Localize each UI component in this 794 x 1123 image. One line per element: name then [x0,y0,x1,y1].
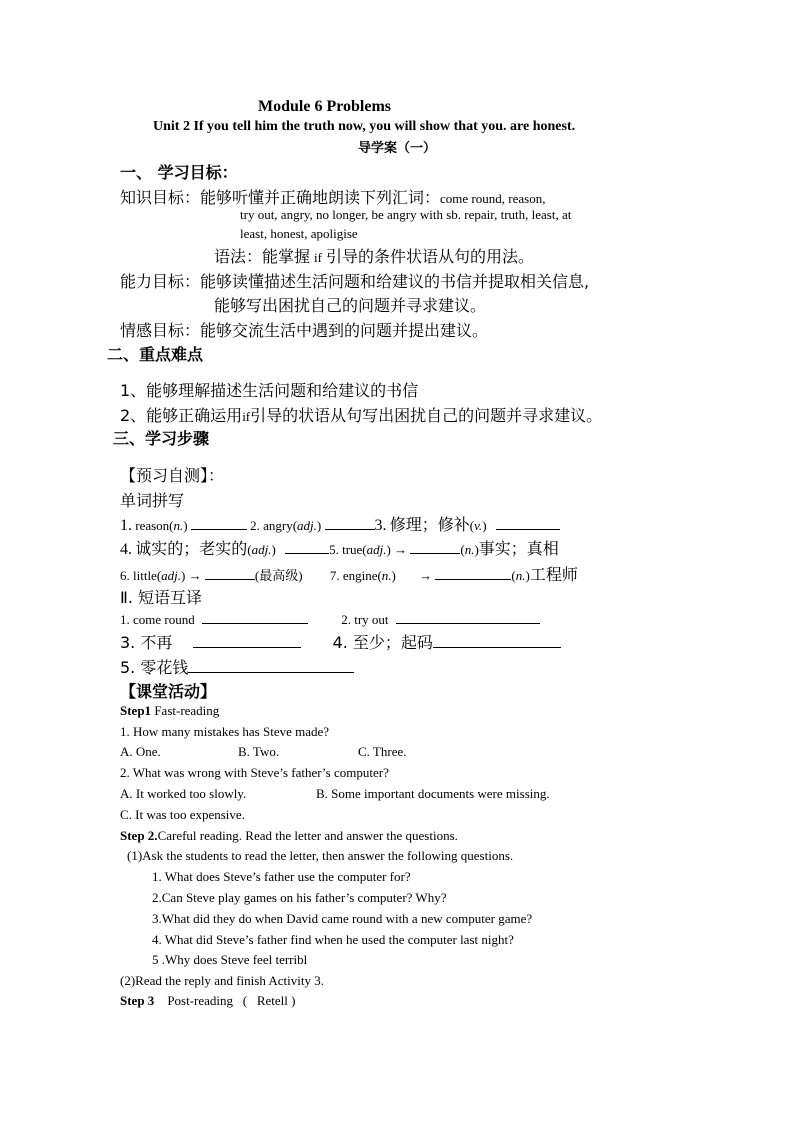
step2-question-3: 3.What did they do when David came round with a new computer game? [152,911,533,926]
step1-label: Step1 [120,703,152,718]
step1-text: Fast-reading [151,703,220,718]
knowledge-label: 知识目标： [120,188,201,207]
w6-pos: adj. [161,568,182,583]
p3: 不再 [140,633,173,652]
w1-end: ) [183,518,188,533]
p4-num: 4. [332,633,348,652]
w6-end: ) → [181,568,202,583]
w7-cn: 工程师 [529,565,578,584]
p1-blank[interactable] [202,609,308,624]
w6-blank[interactable] [205,565,255,580]
q1-option-a: A. One. [120,744,161,759]
w4-num: 4. [120,541,132,558]
w5-pos: adj. [366,542,387,557]
q1-option-c: C. Three. [358,744,407,759]
q2-options [120,786,550,802]
step2-label: Step 2. [120,828,158,843]
steps-heading: 三、学习步骤 [113,429,210,448]
q1-option-b: B. Two. [238,744,280,759]
module-title: Module 6 Problems [258,98,392,115]
step2-sub-1: (1)Ask the students to read the letter, then answer the following questions. [127,848,514,863]
w3-blank[interactable] [496,515,560,530]
w1-blank[interactable] [191,515,247,530]
step2-question-1: 1. What does Steve’s father use the computer for? [152,869,411,884]
grammar-objective [214,244,534,267]
w4: 诚实的；老实的 [135,539,248,558]
w7-pos2: n. [515,568,526,583]
emotion-label: 情感目标： [120,321,201,340]
p3-blank[interactable] [193,633,301,648]
w4-blank[interactable] [285,539,329,554]
ability-text-2: 能够写出困扰自己的问题并寻求建议。 [214,296,487,315]
q2-option-c: C. It was too expensive. [120,807,245,822]
w1-pos: n. [173,518,184,533]
objectives-heading: 一、 学习目标： [120,163,238,182]
step2-sub-2: (2)Read the reply and finish Activity 3. [120,973,324,988]
w2: 2. angry( [250,518,298,533]
step1-line [120,703,219,719]
step3-line [120,993,295,1009]
vocab-line-2: try out, angry, no longer, be angry with sb. repair, truth, least, at [240,207,572,222]
w7-arrow: → [419,568,433,583]
w3: 修理；修补 [389,515,470,534]
q2-question: 2. What was wrong with Steve’s father’s computer? [120,765,389,780]
phrase-row-3 [120,655,354,678]
w7-end: ) [391,568,396,583]
w5-blank[interactable] [410,539,460,554]
phrase-heading: Ⅱ. 短语互译 [120,588,203,607]
word-row-3: 6. little(adj.) → (最高级) 7. engine(n.) → (n.)工程师 [120,565,578,584]
key-point-2-b: 引导的状语从句写出困扰自己的问题并寻求建议。 [250,406,603,425]
p5: 零花钱 [140,658,189,677]
w3-pos: v. [474,518,483,533]
key-points-heading: 二、重点难点 [107,345,204,364]
grammar-text-b: 引导的条件状语从句的用法。 [325,247,534,266]
w1-num: 1. [120,517,132,534]
q1-options [120,744,407,760]
step2-line [120,828,458,844]
p2-blank[interactable] [396,609,540,624]
phrase-row-1 [120,609,540,628]
step2-question-4: 4. What did Steve’s father find when he used the computer last night? [152,932,514,947]
w5: 5. true( [329,542,367,557]
step3-label: Step 3 [120,993,155,1008]
p4-blank[interactable] [433,633,561,648]
vocab-line-3: least, honest, apoligise [240,226,358,241]
emotion-text: 能够交流生活中遇到的问题并提出建议。 [200,321,489,340]
p1: 1. come round [120,612,195,627]
q2-option-a: A. It worked too slowly. [120,786,247,801]
key-point-2-a: 2、能够正确运用 [120,406,243,425]
step2-text: Careful reading. Read the letter and answer the questions. [157,828,458,843]
ability-objective [120,269,589,292]
grammar-if: if [314,250,322,265]
p5-num: 5. [120,658,136,677]
w5-end: ) → [386,542,408,557]
ability-text-1: 能够读懂描述生活问题和给建议的书信并提取相关信息, [200,272,590,291]
w2-pos: adj. [297,518,317,533]
word-spelling-heading: 单词拼写 [120,491,185,510]
w7: 7. engine( [329,568,382,583]
p4: 至少；起码 [352,633,433,652]
w7-blank[interactable] [435,565,511,580]
w2-end: ) [316,518,322,533]
w6: 6. little( [120,568,162,583]
ability-label: 能力目标： [120,272,201,291]
worksheet-subtitle: 导学案（一） [358,141,437,156]
knowledge-objective [120,185,545,208]
grammar-label: 语法： [214,247,263,266]
w4-pos: adj. [251,542,272,557]
w6-cn: (最高级) [254,568,303,583]
knowledge-text: 能够听懂并正确地朗读下列汇词： [200,188,441,207]
step2-question-5: 5 .Why does Steve feel terribl [152,952,308,967]
phrase-row-2 [120,630,561,653]
unit-title: Unit 2 If you tell him the truth now, you will show that you. are honest. [153,119,576,134]
word-row-1: 1. reason(n.) 2. angry(adj.) 3. 修理；修补(v.) [120,512,560,535]
p2: 2. try out [341,612,389,627]
w7-pos: n. [381,568,392,583]
emotion-objective [120,318,488,341]
w2-blank[interactable] [325,515,375,530]
w3-num: 3. [374,517,387,534]
q1-question: 1. How many mistakes has Steve made? [120,724,330,739]
vocab-line-1: come round, reason, [440,191,546,206]
step2-question-2: 2.Can Steve play games on his father’s computer? Why? [152,890,447,905]
w5-pos2: n. [464,542,475,557]
key-point-2-if: if [242,409,251,424]
p5-blank[interactable] [188,658,354,673]
step3-text: Post-reading ( Retell ) [154,993,296,1008]
q2-option-b: B. Some important documents were missing. [316,786,550,801]
preview-heading: 【预习自测】： [120,466,225,485]
key-point-2 [120,403,602,426]
w1: reason( [135,518,174,533]
class-activity-heading: 【课堂活动】 [120,682,217,701]
key-point-1: 1、能够理解描述生活问题和给建议的书信 [120,381,419,400]
grammar-text-a: 能掌握 [262,247,311,266]
w5-cn: 事实；真相 [478,539,559,558]
p3-num: 3. [120,633,136,652]
word-row-2: 4. 诚实的；老实的(adj.) 5. true(adj.) → (n.)事实；真相 [120,539,559,558]
